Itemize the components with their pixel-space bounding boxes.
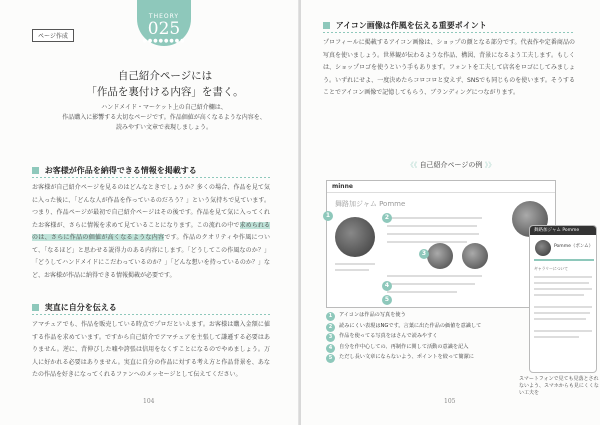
page-subtitle xyxy=(44,103,284,133)
page-title xyxy=(60,68,270,100)
callout-1: 1 xyxy=(323,211,333,221)
placeholder-line xyxy=(534,330,592,332)
section-heading-1 xyxy=(32,165,197,176)
placeholder-line xyxy=(534,306,592,308)
legend-number: 2 xyxy=(326,323,335,332)
example-marks-left: 《《 xyxy=(406,161,418,169)
placeholder-line xyxy=(387,241,467,243)
subtitle-line-2: 作品購入に影響する大切なページです。作品価値が高くなるような内容を、 xyxy=(62,114,266,121)
section-heading-3 xyxy=(323,20,487,31)
section-heading-2 xyxy=(32,302,117,313)
phone-header: 舞路加ジャム Pomme xyxy=(530,226,596,235)
callout-3: 3 xyxy=(419,249,429,259)
legend-text: ただし長い文章にならないよう、ポイントを絞って簡潔に xyxy=(339,354,474,360)
shop-avatar-icon xyxy=(335,217,375,257)
title-line-2: 「作品を裏付ける内容」を書く。 xyxy=(86,86,244,98)
legend-text: アイコンは作品の写真を使う xyxy=(339,312,406,318)
phone-caption: スマートフォンで見ても見落とされないよう、スマホからも見にくくない工夫を xyxy=(519,376,599,396)
placeholder-line xyxy=(387,291,457,293)
placeholder-line xyxy=(335,263,375,265)
page-number-right: 105 xyxy=(444,398,456,405)
heading-rule-3 xyxy=(323,32,575,33)
legend-item xyxy=(326,333,506,341)
title-line-1: 自己紹介ページには xyxy=(117,70,213,82)
placeholder-line xyxy=(534,288,592,290)
placeholder-line xyxy=(534,318,586,320)
section-3-body: プロフィールに掲載するアイコン画像は、ショップの顔となる部分です。代表作や定番商品の写真を使いましょう。世界観が伝わるような作品、構図、背景になるよう工夫します。もしくは、ショップロゴを使うという手もあります。フォントを工夫して店名をロゴにしてみましょう。いずれにせよ、一度決めたらコロコロと変えず、SNSでも同じものを使います。そうすることでアイコン画像で記憶してもらう、ブランディングにつながります。 xyxy=(323,39,575,96)
section-heading-3-text: アイコン画像は作風を伝える重要ポイント xyxy=(335,20,487,30)
work-photo-icon xyxy=(427,243,453,269)
phone-shop-name: Pomme（ポンム） xyxy=(554,244,594,249)
legend-text: 読みにくい表現はNGです。言葉に出た作品の価値を意識して xyxy=(339,322,482,329)
category-tag: ページ作成 xyxy=(32,29,74,42)
placeholder-line xyxy=(534,336,579,338)
legend-number: 1 xyxy=(326,312,335,321)
section-1-text-a: お客様が自己紹介ページを見るのはどんなときでしょうか？多くの場合、作品を見て気に入った後に、「どんな人が作品を作っているのだろう？」という気持ちで見ています。つまり、作品ページが最初で自己紹介ページはその後です。作品を見て気に入ってくれたお客様が、さらに情報を求めて見ていることになります。この流れの中で xyxy=(32,184,270,229)
theory-number: 025 xyxy=(147,19,181,39)
smartphone-screenshot xyxy=(529,225,597,373)
legend-text: 自分を作中心しての、再制作に関して活動の意識を記入 xyxy=(339,343,469,350)
left-page xyxy=(0,0,299,425)
example-label xyxy=(376,160,526,170)
callout-2: 2 xyxy=(382,213,392,223)
legend-number: 3 xyxy=(326,333,335,342)
placeholder-line xyxy=(387,233,479,235)
site-header: minne xyxy=(327,181,555,193)
placeholder-line xyxy=(387,283,475,285)
theory-dots: ●●●●●●●● xyxy=(142,38,186,44)
phone-avatar-icon xyxy=(535,240,551,256)
phone-text: ギャラリーについて xyxy=(534,266,569,271)
callout-4: 4 xyxy=(382,281,392,291)
right-page xyxy=(301,0,600,425)
section-heading-1-text: お客様が作品を納得できる情報を掲載する xyxy=(44,165,197,175)
subtitle-line-3: 読みやすい文章で表現しましょう。 xyxy=(115,124,212,131)
section-1-text-b: です。作品のクオリティや作風について、「なるほど」と思わせる説得力のある内容にします。「どうしてこの作風なのか？」「どうしてハンドメイドにこだわっているのか？」「どんな想いを持っているのか？」など、お客様が作品に納得できる情報掲載が必要です。 xyxy=(32,234,270,279)
legend-number: 4 xyxy=(326,344,335,353)
section-heading-2-text: 実直に自分を伝える xyxy=(44,302,117,312)
legend-item xyxy=(326,344,506,352)
placeholder-line xyxy=(534,276,592,278)
highlighted-text: 求められるのは、さらに作品の価値が高くなるような内容 xyxy=(32,221,270,241)
page-number-left: 104 xyxy=(143,398,155,405)
example-label-text: 自己紹介ページの例 xyxy=(419,161,483,169)
legend-number: 5 xyxy=(326,354,335,363)
phone-tab-bar xyxy=(534,259,594,261)
legend-text: 作品を使ってる写真をはさんで読みやすく xyxy=(339,333,438,339)
placeholder-line xyxy=(534,294,584,296)
placeholder-line xyxy=(534,282,589,284)
callout-legend xyxy=(326,312,506,365)
theory-badge xyxy=(137,0,191,46)
work-photo-icon xyxy=(462,243,488,269)
shop-name: 舞路加ジャム Pomme xyxy=(335,200,406,208)
example-marks-right: 》》 xyxy=(484,161,496,169)
legend-item xyxy=(326,312,506,320)
placeholder-line xyxy=(387,225,477,227)
profile-page-screenshot xyxy=(326,180,556,308)
placeholder-line xyxy=(335,269,369,271)
placeholder-line xyxy=(387,275,482,277)
callout-5: 5 xyxy=(382,295,392,305)
theory-label: THEORY xyxy=(148,13,180,20)
heading-rule-2 xyxy=(32,314,270,315)
legend-item xyxy=(326,354,506,362)
section-1-body xyxy=(32,182,270,282)
section-2-body: アマチュアでも、作品を販売している時点でプロだといえます。お客様は購入金額に値する作品を求めています。ですから自己紹介でアマチュアを主張して謙遜する必要はありません。逆に、背伸びした嘘や誇張は信用をなくすことになるのでやめましょう。万人に好かれる必要はありません。実直に自分の作品に対する考え方と作品背景を、あなたの作品を好きになってくれるファンへのメッセージとして伝えてください。 xyxy=(32,321,270,378)
heading-rule-1 xyxy=(32,177,270,178)
subtitle-line-1: ハンドメイド・マーケット上の自己紹介欄は、 xyxy=(101,104,227,111)
placeholder-line xyxy=(534,312,590,314)
legend-item xyxy=(326,323,506,331)
placeholder-line xyxy=(387,217,482,219)
